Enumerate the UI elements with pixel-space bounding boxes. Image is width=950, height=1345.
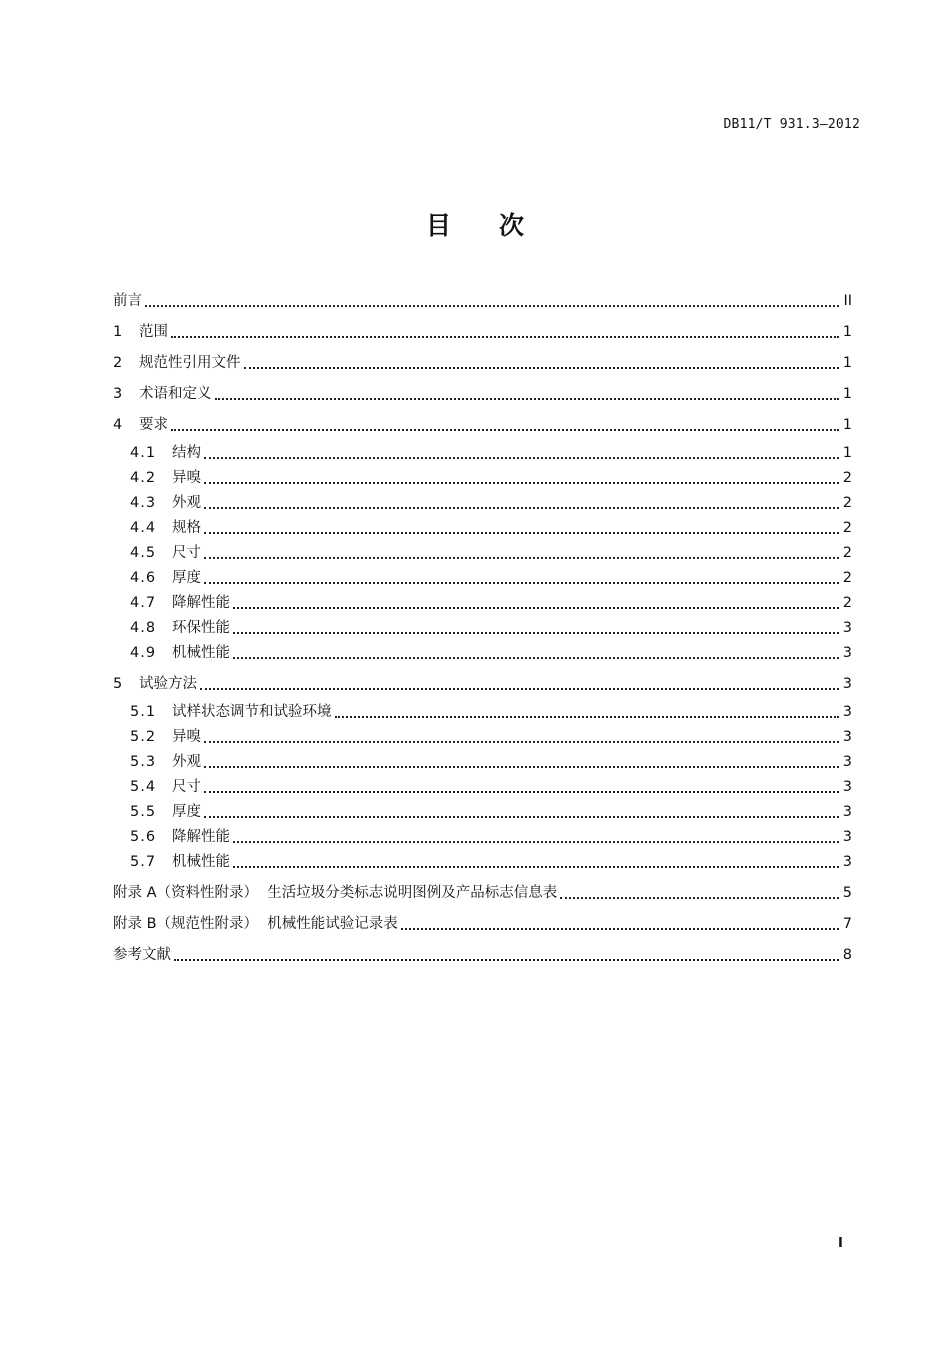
toc-entry-number: 4.9 [130, 645, 157, 661]
toc-entry-page: 1 [842, 355, 852, 371]
toc-entry[interactable] [113, 750, 852, 775]
toc-entry-label: 尺寸 [172, 779, 201, 795]
toc-entry[interactable] [113, 348, 852, 379]
toc-dot-leader [204, 506, 839, 509]
toc-entry[interactable] [113, 491, 852, 516]
toc-entry-page: 3 [842, 729, 852, 745]
toc-entry-page: 3 [842, 704, 852, 720]
toc-dot-leader [244, 366, 840, 369]
toc-dot-leader [560, 896, 839, 899]
toc-entry-page: 3 [842, 779, 852, 795]
toc-entry[interactable] [113, 516, 852, 541]
toc-entry-label: 附录 A（资料性附录） 生活垃圾分类标志说明图例及产品标志信息表 [113, 885, 558, 901]
toc-dot-leader [233, 631, 839, 634]
toc-entry-page: 1 [842, 417, 852, 433]
toc-dot-leader [215, 397, 840, 400]
toc-dot-leader [171, 428, 839, 431]
toc-entry-label: 异嗅 [172, 470, 201, 486]
toc-entry-page: 2 [842, 520, 852, 536]
toc-entry-label: 厚度 [172, 804, 201, 820]
toc-entry-label: 尺寸 [172, 545, 201, 561]
toc-dot-leader [174, 958, 839, 961]
toc-entry-label: 结构 [172, 445, 201, 461]
toc-dot-leader [204, 581, 839, 584]
toc-entry-number: 4.4 [130, 520, 157, 536]
page-number: I [838, 1236, 843, 1251]
toc-dot-leader [204, 456, 839, 459]
toc-entry[interactable] [113, 878, 852, 909]
toc-entry[interactable] [113, 669, 852, 700]
toc-dot-leader [204, 815, 839, 818]
toc-entry-label: 机械性能 [172, 854, 230, 870]
toc-entry-label: 机械性能 [172, 645, 230, 661]
toc-entry-page: 2 [842, 495, 852, 511]
toc-entry-number: 4.8 [130, 620, 157, 636]
toc-entry[interactable] [113, 825, 852, 850]
toc-dot-leader [204, 481, 839, 484]
toc-entry[interactable] [113, 379, 852, 410]
toc-entry-page: 2 [842, 570, 852, 586]
toc-entry-page: 3 [842, 854, 852, 870]
toc-entry[interactable] [113, 541, 852, 566]
toc-entry-page: 1 [842, 324, 852, 340]
toc-entry-number: 4.1 [130, 445, 157, 461]
toc-entry-page: 2 [842, 595, 852, 611]
toc-entry[interactable] [113, 909, 852, 940]
toc-entry-label: 降解性能 [172, 595, 230, 611]
toc-entry-number: 2 [113, 355, 123, 371]
toc-entry-number: 5.4 [130, 779, 157, 795]
toc-entry[interactable] [113, 725, 852, 750]
toc-entry[interactable] [113, 940, 852, 971]
toc-dot-leader [204, 790, 839, 793]
toc-entry-label: 外观 [172, 495, 201, 511]
toc-entry[interactable] [113, 317, 852, 348]
toc-entry[interactable] [113, 616, 852, 641]
toc-entry-label: 参考文献 [113, 947, 171, 963]
toc-entry-number: 5.2 [130, 729, 157, 745]
toc-entry-page: 1 [842, 445, 852, 461]
document-code: DB11/T 931.3—2012 [723, 117, 860, 132]
toc-dot-leader [204, 531, 839, 534]
toc-entry[interactable] [113, 286, 852, 317]
toc-dot-leader [204, 765, 839, 768]
toc-entry-page: 3 [842, 829, 852, 845]
toc-entry-number: 5 [113, 676, 123, 692]
toc-entry-page: 2 [842, 545, 852, 561]
toc-entry-page: 3 [842, 645, 852, 661]
toc-entry-number: 5.1 [130, 704, 157, 720]
toc-entry[interactable] [113, 410, 852, 441]
toc-dot-leader [145, 304, 839, 307]
toc-entry-label: 降解性能 [172, 829, 230, 845]
page-title: 目次 [425, 211, 572, 240]
toc-dot-leader [204, 556, 839, 559]
toc-entry-label: 范围 [139, 324, 168, 340]
toc-entry-page: 3 [842, 804, 852, 820]
toc-entry-number: 4.7 [130, 595, 157, 611]
toc-entry[interactable] [113, 591, 852, 616]
toc-entry-label: 环保性能 [172, 620, 230, 636]
toc-entry-label: 规格 [172, 520, 201, 536]
toc-entry[interactable] [113, 775, 852, 800]
toc-entry-label: 试验方法 [139, 676, 197, 692]
toc-entry-number: 4.6 [130, 570, 157, 586]
toc-entry-page: 3 [842, 620, 852, 636]
table-of-contents [113, 286, 852, 971]
toc-entry-label: 外观 [172, 754, 201, 770]
toc-entry-page: II [843, 293, 852, 309]
toc-entry-page: 8 [842, 947, 852, 963]
toc-entry[interactable] [113, 700, 852, 725]
toc-entry[interactable] [113, 441, 852, 466]
toc-entry-number: 3 [113, 386, 123, 402]
toc-entry[interactable] [113, 641, 852, 666]
toc-entry-number: 4.2 [130, 470, 157, 486]
toc-dot-leader [233, 840, 839, 843]
toc-entry-label: 异嗅 [172, 729, 201, 745]
toc-entry-number: 4.5 [130, 545, 157, 561]
toc-entry-page: 2 [842, 470, 852, 486]
toc-entry-number: 4.3 [130, 495, 157, 511]
toc-entry-page: 5 [842, 885, 852, 901]
toc-entry-page: 1 [842, 386, 852, 402]
toc-entry-label: 要求 [139, 417, 168, 433]
toc-dot-leader [200, 687, 839, 690]
toc-dot-leader [171, 335, 839, 338]
toc-entry[interactable] [113, 850, 852, 875]
toc-entry-page: 7 [842, 916, 852, 932]
toc-dot-leader [401, 927, 839, 930]
toc-entry-label: 前言 [113, 293, 142, 309]
toc-dot-leader [335, 715, 840, 718]
toc-dot-leader [204, 740, 839, 743]
toc-dot-leader [233, 656, 839, 659]
toc-entry-number: 5.7 [130, 854, 157, 870]
toc-dot-leader [233, 606, 839, 609]
toc-entry-page: 3 [842, 754, 852, 770]
toc-entry-number: 5.5 [130, 804, 157, 820]
toc-entry[interactable] [113, 800, 852, 825]
toc-entry-label: 规范性引用文件 [139, 355, 241, 371]
toc-entry-label: 厚度 [172, 570, 201, 586]
toc-entry-label: 试样状态调节和试验环境 [172, 704, 332, 720]
toc-entry-number: 1 [113, 324, 123, 340]
toc-entry-number: 5.6 [130, 829, 157, 845]
toc-entry-page: 3 [842, 676, 852, 692]
toc-entry[interactable] [113, 466, 852, 491]
toc-dot-leader [233, 865, 839, 868]
toc-entry-number: 5.3 [130, 754, 157, 770]
toc-entry-label: 附录 B（规范性附录） 机械性能试验记录表 [113, 916, 398, 932]
toc-entry-label: 术语和定义 [139, 386, 212, 402]
toc-entry[interactable] [113, 566, 852, 591]
toc-entry-number: 4 [113, 417, 123, 433]
